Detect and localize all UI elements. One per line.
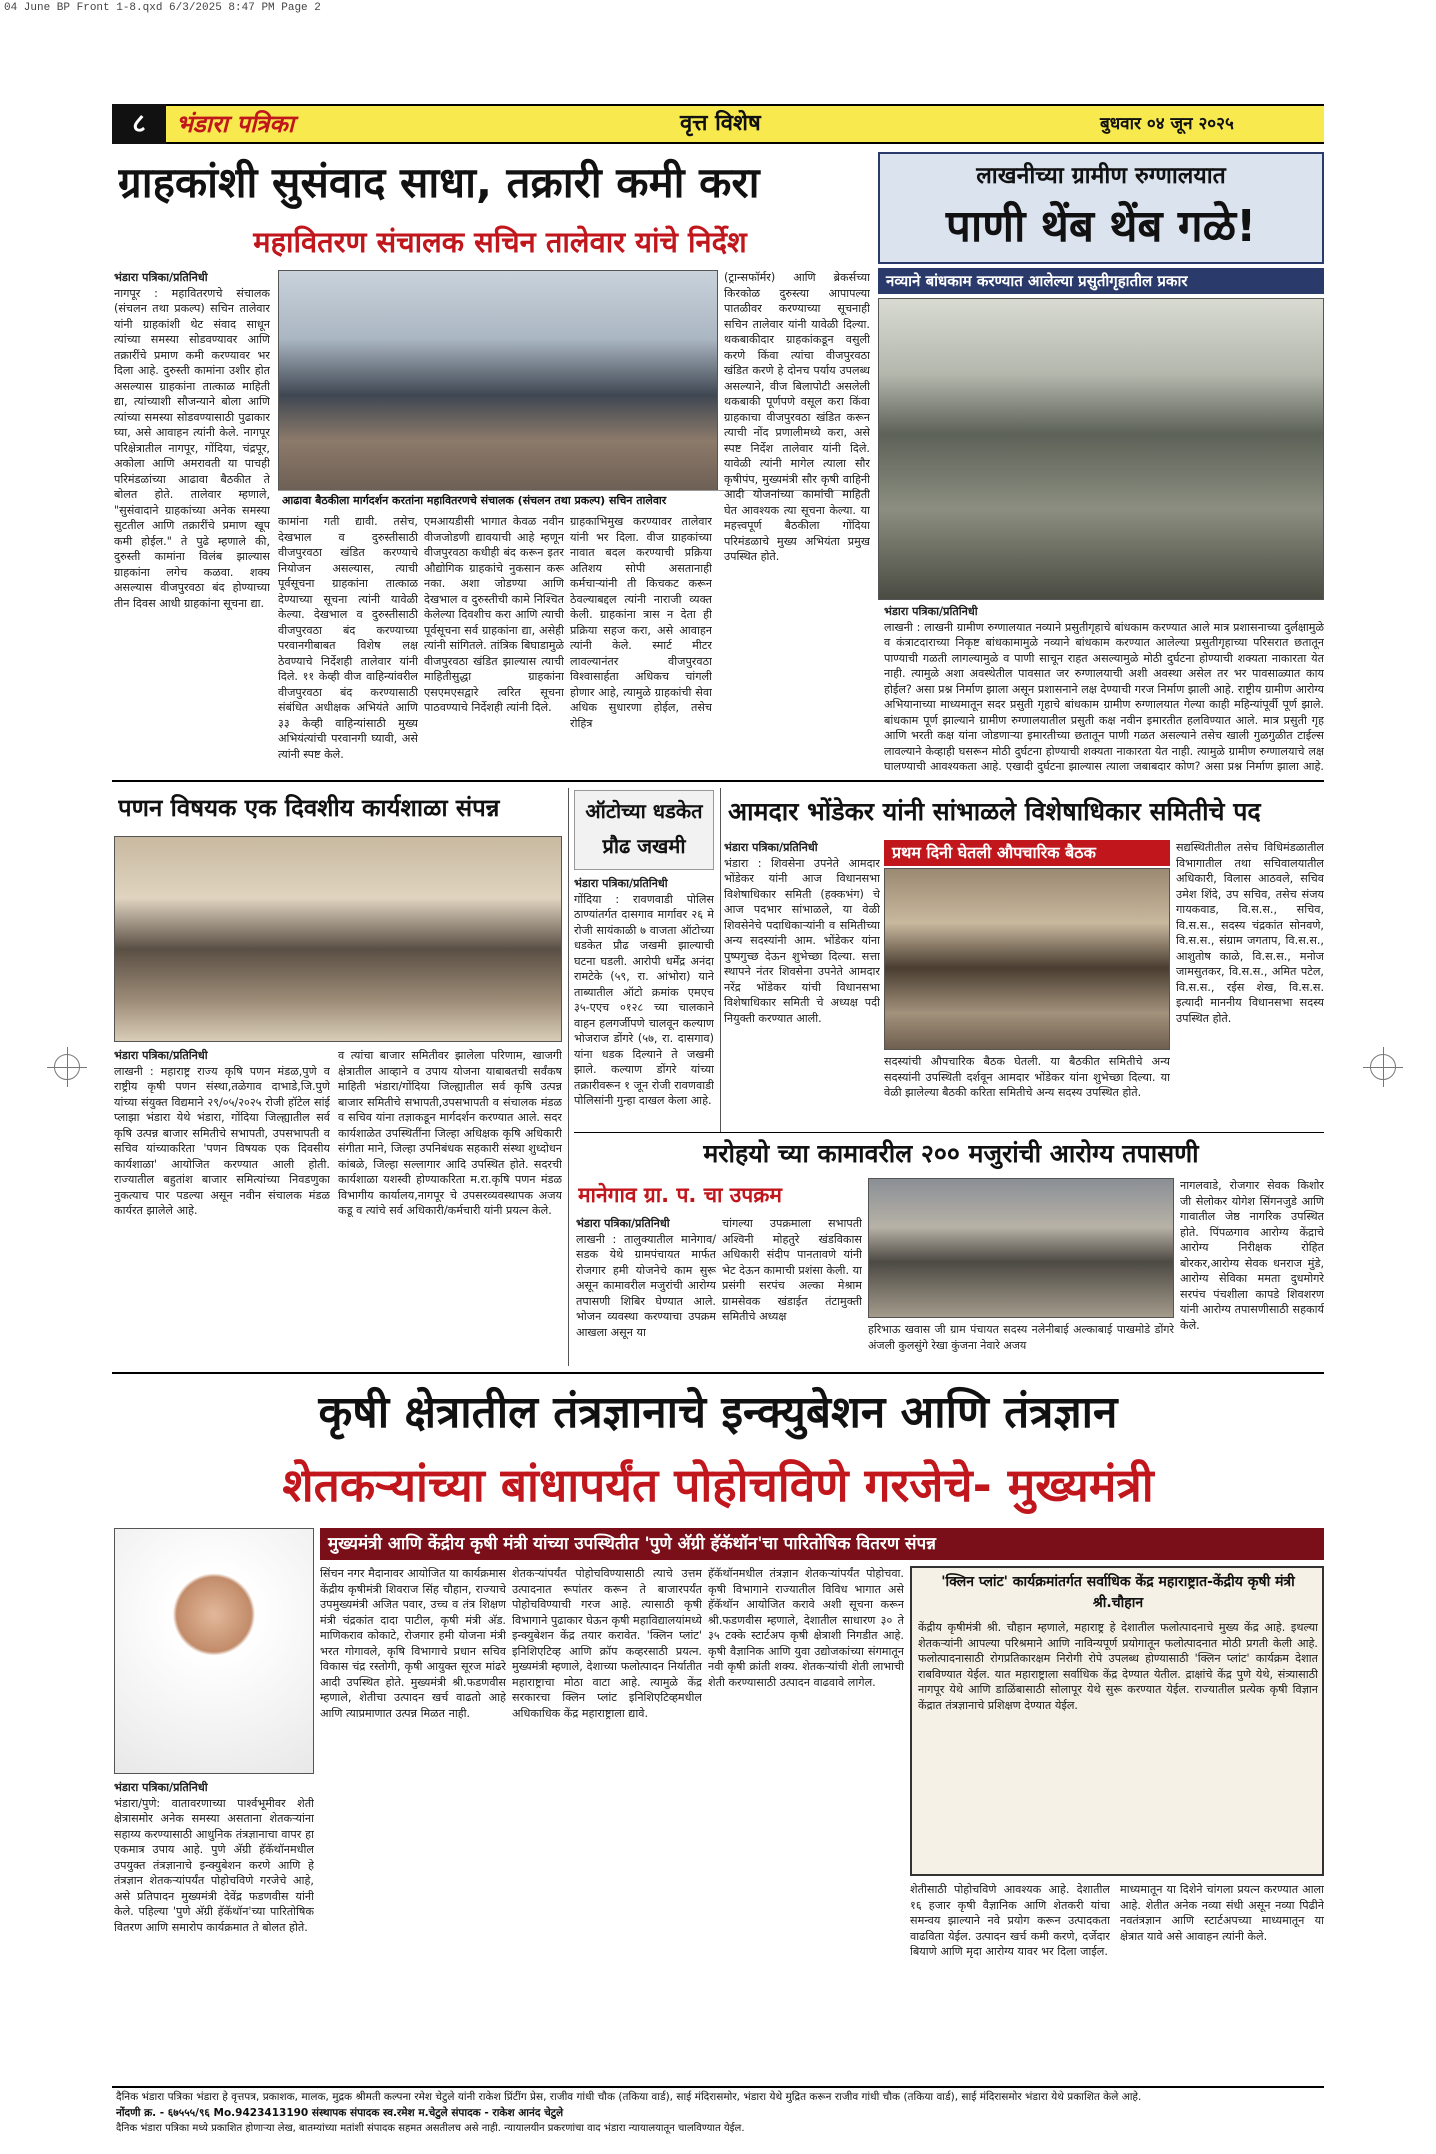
column-rule-2 — [720, 788, 721, 1132]
story2-body — [884, 604, 1324, 774]
story5-column-1 — [724, 840, 880, 1130]
story7-column-3: शेतकऱ्यांपर्यंत पोहोचविण्यासाठी त्याचे उत्तम उत्पादनात रूपांतर करून ते बाजारपर्यंत पोहोचविण्याची गरज आहे. त्यासाठी कृषी विभागाने पुढाकार घेऊन कृषी महाविद्यालयांमध्ये इन्क्युबेशन केंद्र तयार करावेत. 'क्लिन प्लांट' इनिशिएटिव्ह आणि क्रॉप कव्हरसाठी प्रयत्न. मुख्यमंत्री म्हणाले, देशाच्या फलोत्पादन निर्यातीत महाराष्ट्राचा मोठा वाटा आहे. त्यामुळे केंद्र सरकारचा क्लिन प्लांट इनिशिएटिव्हमधील अधिकाधिक केंद्र महाराष्ट्राला द्यावे. — [512, 1567, 702, 1720]
story7-column-4: हॅकॅथॉनमधील तंत्रज्ञान शेतकऱ्यांपर्यंत पोहोचवा. कृषी विभागाने राज्यातील विविध भागात असे हॅकॅथॉन आयोजित करावे अशी सूचना करून श्री.फडणवीस म्हणाले, देशातील साधारण ३० ते ३५ टक्के स्टार्टअप कृषी क्षेत्राशी निगडीत आहे. कृषी वैज्ञानिक आणि युवा उद्योजकांच्या संगमातून नवी कृषी क्रांती शक्य. शेतकऱ्यांची शेती लाभाची शेती करण्यासाठी उत्पादन वाढवावे लागेल. — [708, 1567, 904, 1689]
story3-column-1 — [114, 1048, 330, 1366]
story1-column-1 — [114, 270, 270, 774]
divider-2 — [574, 1132, 1324, 1133]
story2-headline: पाणी थेंब थेंब गळे! — [945, 201, 1257, 252]
story5-byline: भंडारा पत्रिका/प्रतिनिधी — [724, 841, 818, 854]
story3-byline: भंडारा पत्रिका/प्रतिनिधी — [114, 1049, 208, 1062]
paper-name: भंडारा पत्रिका — [176, 109, 295, 138]
file-slug: 04 June BP Front 1-8.qxd 6/3/2025 8:47 PM Page 2 — [4, 2, 321, 14]
column-rule-1 — [568, 788, 569, 1366]
story3-column-2: व त्यांचा बाजार समितीवर झालेला परिणाम, खाजगी क्षेत्रातील आव्हाने व उपाय योजना याबाबतची सर्वंकष माहिती भंडारा/गोंदिया जिल्ह्यातील सर्व कृषि उत्पन्न बाजार समितीचे सभापती,उपसभापती व संचालक मंडळ व सचिव यांना तज्ञाकडून मार्गदर्शन करण्यात आले. सदर कार्यशाळेत उपस्थितींना जिल्हा अधिक्षक कृषि अधिकारी संगीता माने, जिल्हा उपनिबंधक सहकारी संस्था शुध्दोधन कांबळे, जिल्हा सल्लागार आदि उपस्थित होते. सदरची कार्यशाळा यशस्वी होण्याकरिता म.रा.कृषि पणन मंडळ विभागीय कार्यालय,नागपूर चे उपसरव्यवस्थापक अजय कडू व त्यांचे सर्व अधिकारी/कर्मचारी यांनी प्रयत्न केले. — [338, 1049, 562, 1217]
story1-meeting-photo — [278, 270, 718, 498]
story7-column-6: माध्यमातून या दिशेने चांगला प्रयत्न करण्यात आला आहे. शेतीत अनेक नव्या संधी असून नव्या पिढीने नवतंत्रज्ञान आणि स्टार्टअपच्या माध्यमातून या क्षेत्रात यावे असे आवाहन त्यांनी केले. — [1120, 1883, 1324, 1943]
story7-box-body: केंद्रीय कृषीमंत्री श्री. चौहान म्हणाले, महाराष्ट्र हे देशातील फलोत्पादनाचे मुख्य केंद्र आहे. इथल्या शेतकऱ्यांनी आपल्या परिश्रमाने आणि नाविन्यपूर्ण प्रयोगातून फलोत्पादनात मोठी प्रगती केली आहे. फलोत्पादनासाठी रोगप्रतिकारक्षम निरोगी रोपे उपलब्ध होण्यासाठी 'क्लिन प्लांट' कार्यक्रम देशात राबविण्यात येईल. यात महाराष्ट्राला सर्वाधिक केंद्र देण्यात येतील. द्राक्षांचे केंद्र पुणे येथे, संत्र्यासाठी नागपूर येथे आणि डाळिंबासाठी सोलापूर येथे सुरू करण्यात येईल. राज्यातील प्रत्येक कृषी विज्ञान केंद्रात तंत्रज्ञानाचे प्रशिक्षण देण्यात येईल. — [918, 1621, 1318, 1712]
story5-column-3: सद्यस्थितीतील तसेच विधिमंडळातील विभागातील तथा सचिवालयातील अधिकारी, विलास आठवले, सचिव उमेश शिंदे, उप सचिव, तसेच संजय गायकवाड, वि.स.स., सचिव, वि.स.स., सदस्य चंद्रकांत सोनवणे, वि.स.स., संग्राम जगताप, वि.स.स., आशुतोष काळे, वि.स.स., मनोज जामसुतकर, वि.स.स., अमित पटेल, वि.स.स., रईस शेख, वि.स.स. इत्यादी माननीय विधानसभा सदस्य उपस्थित होते. — [1176, 841, 1324, 1025]
page-number: ८ — [112, 104, 166, 144]
registration-mark-left — [54, 1054, 80, 1080]
story6-col1-text: लाखनी : तालुक्यातील मानेगाव/सडक येथे ग्रामपंचायत मार्फत रोजगार हमी योजनेचे काम सुरू असून कामावरील मजुरांची आरोग्य तपासणी शिबिर घेण्यात आले. भोजन व्यवस्था करण्याचा उपक्रम आखला असून या — [576, 1232, 716, 1339]
story4-byline: भंडारा पत्रिका/प्रतिनिधी — [574, 877, 668, 890]
story7-byline: भंडारा पत्रिका/प्रतिनिधी — [114, 1781, 208, 1794]
story2-tag: नव्याने बांधकाम करण्यात आलेल्या प्रसुतीगृहातील प्रकार — [878, 268, 1324, 294]
story5-col1-text: भंडारा : शिवसेना उपनेते आमदार भोंडेकर यांनी आज विधानसभा विशेषाधिकार समिती (हक्कभंग) चे आज पदभार सांभाळले, या वेळी शिवसेनेचे पदाधिकाऱ्यांनी व समितीच्या अन्य सदस्यांनी आम. भोंडेकर यांना पुष्पगुच्छ देऊन शुभेच्छा दिल्या. सत्ता स्थापने नंतर शिवसेना उपनेते आमदार नरेंद्र भोंडेकर यांची विधानसभा विशेषाधिकार समिती चे अध्यक्ष पदी नियुक्ती करण्यात आली. — [724, 856, 880, 1025]
story1-column-3: एमआयडीसी भागात केवळ नवीन वीजजोडणी द्यावयाची आहे म्हणून वीजपुरवठा कधीही बंद करून इतर औद्योगिक ग्राहकांचे नुकसान करू नका. अशा जोडण्या आणि देखभाल व दुरुस्तीची कामे निश्चित केलेल्या दिवशीच करा आणि त्याची पूर्वसूचना सर्व ग्राहकांना द्या, असेही त्यांनी सांगितले. तांत्रिक बिघाडामुळे वीजपुरवठा खंडित झाल्यास त्याची माहितीसुद्धा ग्राहकांना एसएमएसद्वारे त्वरित सूचना पाठवण्याचे निर्देशही त्यांनी दिले. — [424, 515, 564, 714]
story2-body-text: लाखनी : लाखनी ग्रामीण रुग्णालयात नव्याने प्रसुतीगृहाचे बांधकाम करण्यात आले मात्र प्रशासनाच्या दुर्लक्षामुळे व कंत्राटदाराच्या निकृष्ट बांधकामामुळे नव्याने बांधकाम करण्यात आलेल्या प्रसुतीगृहाच्या परिसरात छतातून पाण्याची गळती लागल्यामुळे व पाणी साचून राहत असल्यामुळे मोठी दुर्घटना होण्याची शक्यता नाकारता येत नाही. त्यामुळे अशा अवस्थेतील पावसात जर रुग्णालयाची अशी अवस्था असेल तर भर पावसाळ्यात काय होईल? असा प्रश्न निर्माण झाला असून प्रशासनाने लक्ष देण्याची गरज निर्माण झाली आहे. राष्ट्रीय ग्रामीण आरोग्य अभियानाच्या माध्यमातून सदर प्रसुती गृहाचे बांधकाम ग्रामीण रुग्णालयात गेल्या काही महिन्यांपूर्वी पूर्ण झाले. बांधकाम पूर्ण झाल्याने ग्रामीण रुग्णालयातील प्रसुती कक्ष नवीन इमारतीत हलविण्यात आले. मात्र प्रसुती गृह आणि भरती कक्ष यांना जोडणाऱ्या इमारतीच्या छतातून पाणी गळत असल्याने तसेच खाली गुळगुळीत टाईल्स लावल्याने केव्हाही घसरून मोठी दुर्घटना होण्याची शक्यता नाकारता येत नाही. त्यामुळे ग्रामीण रुग्णालयाचे लक्ष घालण्याची आवश्यकता आहे. एखादी दुर्घटना झाल्यास त्याला जबाबदार कोण? असा प्रश्न निर्माण झाला आहे. — [884, 620, 1324, 773]
story7-headline-1: कृषी क्षेत्रातील तंत्रज्ञानाचे इन्क्युबेशन आणि तंत्रज्ञान — [318, 1387, 1118, 1438]
divider-3 — [112, 1372, 1324, 1374]
chief-minister-portrait — [114, 1528, 314, 1774]
story6-byline: भंडारा पत्रिका/प्रतिनिधी — [576, 1217, 670, 1230]
footer-line-2: नोंदणी क्र. - ६७५५५/९६ Mo.9423413190 संस्थापक संपादक स्व.रमेश म.चेटुले संपादक - राकेश आनंद चेटुले — [116, 2107, 564, 2119]
story7-box-headline: 'क्लिन प्लांट' कार्यक्रमांतर्गत सर्वाधिक केंद्र महाराष्ट्रात-केंद्रीय कृषी मंत्री श्री.चौहान — [941, 1574, 1295, 1611]
story1-column-2: कामांना गती द्यावी. तसेच, देखभाल व दुरुस्तीसाठी वीजपुरवठा खंडित करण्याचे नियोजन असल्यास, त्याची पूर्वसूचना ग्राहकांना तात्काळ देण्याच्या सूचना त्यांनी यावेळी केल्या. देखभाल व दुरुस्तीसाठी वीजपुरवठा बंद करण्याच्या परवानगीबाबत विशेष लक्ष ठेवण्याचे निर्देशही तालेवार यांनी दिले. ११ केव्ही वीज वाहिन्यांवरील वीजपुरवठा बंद करण्यासाठी संबंधित अधीक्षक अभियंते आणि ३३ केव्ही वाहिन्यांसाठी मुख्य अभियंत्यांची परवानगी घ्यावी, असे त्यांनी स्पष्ट केले. — [278, 515, 418, 761]
story6-caption: हरिभाऊ खवास जी ग्राम पंचायत सदस्य नलेनीबाई अल्काबाई पाखमोडे डोंगरे अंजली कुलसुंगे रेखा कुंजना नेवारे अजय — [868, 1323, 1174, 1352]
footer-line-1: दैनिक भंडारा पत्रिका भंडारा हे वृत्तपत्र, प्रकाशक, मालक, मुद्रक श्रीमती कल्पना रमेश चेटुले यांनी राकेश प्रिंटींग प्रेस, राजीव गांधी चौक (तकिया वार्ड), साई मंदिरासमोर, भंडारा येथे मुद्रित करून राजीव गांधी चौक (तकिया वार्ड), साई मंदिरासमोर भंडारा येथे प्रकाशित केले आहे. — [116, 2091, 1142, 2103]
story1-caption: आढावा बैठकीला मार्गदर्शन करतांना महावितरणचे संचालक (संचलन तथा प्रकल्प) सचिन तालेवार — [278, 490, 870, 508]
story2-ceiling-photo — [878, 298, 1324, 600]
story4-headline: ऑटोच्या धडकेत प्रौढ जखमी — [585, 799, 703, 858]
story7-column-1 — [114, 1780, 314, 2082]
story5-photo-tag: प्रथम दिनी घेतली औपचारिक बैठक — [884, 840, 1170, 866]
story1-subhead: महावितरण संचालक सचिन तालेवार यांचे निर्देश — [253, 225, 747, 259]
story7-headline-2: शेतकऱ्यांच्या बांधापर्यंत पोहोचविणे गरजेचे- मुख्यमंत्री — [282, 1458, 1154, 1512]
story1-byline: भंडारा पत्रिका/प्रतिनिधी — [114, 271, 208, 284]
story6-column-1 — [576, 1216, 716, 1366]
story1-headline: ग्राहकांशी सुसंवाद साधा, तक्रारी कमी करा — [118, 158, 760, 207]
story3-col1-text: लाखनी : महाराष्ट्र राज्य कृषि पणन मंडळ,पुणे व राष्ट्रीय कृषी पणन संस्था,तळेगाव दाभाडे,जि.पुणे यांच्या संयुक्त विद्यमाने २९/०५/२०२५ रोजी हॉटेल सांई प्लाझा भंडारा येथे भंडारा, गोंदिया जिल्ह्यातील सर्व कृषि उत्पन्न बाजार समितीचे सभापती, उपसभापती व सचिव यांच्याकरिता 'पणन विषयक एक दिवसीय कार्यशाळा' आयोजित करण्यात आली होती. राज्यातील बहुतांश बाजार समित्यांच्या निवडणुका नुकत्याच पार पडल्या असून नवीन संचालक मंडळ कार्यरत झालेले आहे. — [114, 1064, 330, 1217]
story5-meeting-photo — [884, 868, 1170, 1050]
divider-1 — [112, 780, 1324, 782]
story7-strap: मुख्यमंत्री आणि केंद्रीय कृषी मंत्री यांच्या उपस्थितीत 'पुणे अ‍ॅग्री हॅकॅथॉन'चा पारितोषिक वितरण संपन्न — [320, 1528, 1324, 1560]
footer-line-3: दैनिक भंडारा पत्रिका मध्ये प्रकाशित होणाऱ्या लेख, बातम्यांच्या मतांशी संपादक सहमत असतीलच असे नाही. न्यायालयीन प्रकरणांचा वाद भंडारा न्यायालयातून चालविण्यात येईल. — [116, 2123, 745, 2134]
story3-headline: पणन विषयक एक दिवशीय कार्यशाळा संपन्न — [118, 794, 500, 822]
story6-column-3: नागलवाडे, रोजगार सेवक किशोर जी सेलोकर योगेश सिंगनजुडे आणि गावातील जेष्ठ नागरिक उपस्थित होते. पिंपळगाव आरोग्य केंद्राचे आरोग्य निरीक्षक रोहित बोरकर,आरोग्य सेवक धनराज मुंडे, आरोग्य सेविका ममता दुधमोगरे सरपंच पंचशीला कापडे शिवशरण यांनी आरोग्य तपासणीसाठी सहकार्य केले. — [1180, 1179, 1324, 1332]
registration-mark-right — [1370, 1054, 1396, 1080]
story7-col1-text: भंडारा/पुणे: वातावरणाच्या पार्श्वभूमीवर शेती क्षेत्रासमोर अनेक समस्या असताना शेतकऱ्यांना सहाय्य करण्यासाठी आधुनिक तंत्रज्ञानाचा वापर हा एकमात्र उपाय आहे. पुणे अ‍ॅग्री हॅकॅथॉनमधील उपयुक्त तंत्रज्ञानाचे इन्क्युबेशन करणे आणि हे तंत्रज्ञान शेतकऱ्यांपर्यंत पोहोचविणे गरजेचे आहे, असे प्रतिपादन मुख्यमंत्री देवेंद्र फडणवीस यांनी केले. पहिल्या 'पुणे अ‍ॅग्री हॅकॅथॉन'च्या पारितोषिक वितरण आणि समारोप कार्यक्रमात ते बोलत होते. — [114, 1796, 314, 1934]
story2-kicker: लाखनीच्या ग्रामीण रुग्णालयात — [976, 163, 1226, 189]
story1-column-4: ग्राहकाभिमुख करण्यावर तालेवार यांनी भर दिला. वीज ग्राहकांच्या नावात बदल करण्याची प्रक्रिया अतिशय सोपी असतानाही कर्मचाऱ्यांनी ती किचकट करून ठेवल्याबद्दल त्यांनी नाराजी व्यक्त केली. ग्राहकांना त्रास न देता ही प्रक्रिया सहज करा, असे आवाहन त्यांनी केले. स्मार्ट मीटर लावल्यानंतर वीजपुरवठा विश्वासार्हता अधिकच चांगली होणार आहे, त्यामुळे ग्राहकांची सेवा अधिक सुधारणा होईल, तसेच रोहित्र — [570, 515, 712, 730]
story3-workshop-photo — [114, 836, 562, 1042]
story7-column-2: सिंचन नगर मैदानावर आयोजित या कार्यक्रमास केंद्रीय कृषीमंत्री शिवराज सिंह चौहान, राज्याचे उपमुख्यमंत्री अजित पवार, उच्च व तंत्र शिक्षण मंत्री चंद्रकांत दादा पाटील, कृषी मंत्री अ‍ॅड. माणिकराव कोकाटे, रोजगार हमी योजना मंत्री भरत गोगावले, कृषि विभागाचे प्रधान सचिव विकास चंद्र रस्तोगी, कृषी आयुक्त सूरज मांढरे आदी उपस्थित होते. मुख्यमंत्री श्री.फडणवीस म्हणाले, शेतीचा उत्पादन खर्च वाढतो आहे आणि त्याप्रमाणात उत्पन्न मिळत नाही. — [320, 1567, 506, 1720]
issue-date: बुधवार ०४ जून २०२५ — [1100, 114, 1234, 134]
story1-col1-text: नागपूर : महावितरणचे संचालक (संचलन तथा प्रकल्प) सचिन तालेवार यांनी ग्राहकांशी थेट संवाद साधून त्यांच्या समस्या सोडवण्यावर आणि तक्रारींचे प्रमाण कमी करण्यावर भर दिला आहे. दुरुस्ती कामांना उशीर होत असल्यास ग्राहकांना तात्काळ माहिती द्या, त्यांच्याशी सौजन्याने बोला आणि त्यांच्या समस्या सोडवण्यासाठी पुढाकार घ्या, असे आवाहन त्यांनी केले. नागपूर परिक्षेत्रातील नागपूर, गोंदिया, चंद्रपूर, अकोला आणि अमरावती या पाचही परिमंडळांच्या आढावा बैठकीत ते बोलत होते. तालेवार म्हणाले, "सुसंवादाने ग्राहकांच्या अनेक समस्या सुटतील आणि तक्रारींचे प्रमाण खूप कमी होईल." ते पुढे म्हणाले की, दुरुस्ती कामांना विलंब झाल्यास ग्राहकांना लगेच कळवा. शक्य असल्यास वीजपुरवठा बंद होण्याच्या तीन दिवस आधी ग्राहकांना सूचना द्या. — [114, 286, 270, 610]
story4-body — [574, 876, 714, 1140]
section-name: वृत्त विशेष — [680, 111, 761, 136]
story5-column-2: सदस्यांची औपचारिक बैठक घेतली. या बैठकीत समितीचे अन्य सदस्यांनी उपस्थिती दर्शवून आमदार भोंडेकर यांना शुभेच्छा दिल्या. या वेळी झालेल्या बैठकी करिता समितीचे अन्य सदस्य उपस्थित होते. — [884, 1055, 1170, 1099]
story1-column-5: (ट्रान्सफॉर्मर) आणि ब्रेकर्सच्या किरकोळ दुरुस्त्या आपापल्या पातळीवर करण्याच्या सूचनाही सचिन तालेवार यांनी यावेळी दिल्या. थकबाकीदार ग्राहकांकडून वसुली करणे किंवा त्यांचा वीजपुरवठा खंडित करणे हे दोनच पर्याय उपलब्ध असल्याने, वीज बिलापोटी असलेली थकबाकी पूर्णपणे वसूल करा किंवा ग्राहकाचा वीजपुरवठा खंडित करून त्याची नोंद प्रणालीमध्ये करा, असे स्पष्ट निर्देश तालेवार यांनी दिले. यावेळी त्यांनी मागेल त्याला सौर कृषीपंप, मुख्यमंत्री सौर कृषी वाहिनी आदी योजनांच्या कामांची माहिती घेत आवश्यक त्या सूचना केल्या. या महत्त्वपूर्ण बैठकीला गोंदिया परिमंडळाचे मुख्य अभियंता प्रमुख उपस्थित होते. — [724, 271, 870, 563]
story6-tag: मानेगाव ग्रा. प. चा उपक्रम — [578, 1183, 782, 1207]
story7-column-5: शेतीसाठी पोहोचविणे आवश्यक आहे. देशातील १६ हजार कृषी वैज्ञानिक आणि शेतकरी यांचा समन्वय झाल्याने नवे प्रयोग करून उत्पादकता वाढविता येईल. उत्पादन खर्च कमी करणे, दर्जेदार बियाणे आणि मृदा आरोग्य यावर भर दिला जाईल. — [910, 1883, 1110, 1958]
story6-column-2: चांगल्या उपक्रमाला सभापती अश्विनी मोहतुरे खंडविकास अधिकारी संदीप पानतावणे यांनी भेट देऊन कामाची प्रशंसा केली. या प्रसंगी सरपंच अल्का मेश्राम ग्रामसेवक खंडाईत तंटामुक्ती समितीचे अध्यक्ष — [722, 1217, 862, 1323]
story2-byline: भंडारा पत्रिका/प्रतिनिधी — [884, 605, 978, 618]
story5-headline: आमदार भोंडेकर यांनी सांभाळले विशेषाधिकार समितीचे पद — [728, 797, 1261, 826]
story6-camp-photo — [868, 1178, 1174, 1318]
story6-headline: मरोहयो च्या कामावरील २०० मजुरांची आरोग्य तपासणी — [703, 1139, 1199, 1168]
story4-body-text: गोंदिया : रावणवाडी पोलिस ठाण्यांतर्गत दासगाव मार्गावर २६ मे रोजी सायंकाळी ७ वाजता ऑटोच्या धडकेत प्रौढ जखमी झाल्याची घटना घडली. आरोपी धर्मेंद्र अनंदा रामटेके (५९, रा. आंभोरा) याने ताब्यातील ऑटो क्रमांक एमएच ३५-एएच ०१२८ च्या चालकाने वाहन हलगर्जीपणे चालवून कल्याण भोजराज डोंगरे (५७, रा. दासगाव) यांना धडक दिल्याने ते जखमी झाले. कल्याण डोंगरे यांच्या तक्रारीवरून १ जून रोजी रावणवाडी पोलिसांनी गुन्हा दाखल केला आहे. — [574, 892, 714, 1107]
